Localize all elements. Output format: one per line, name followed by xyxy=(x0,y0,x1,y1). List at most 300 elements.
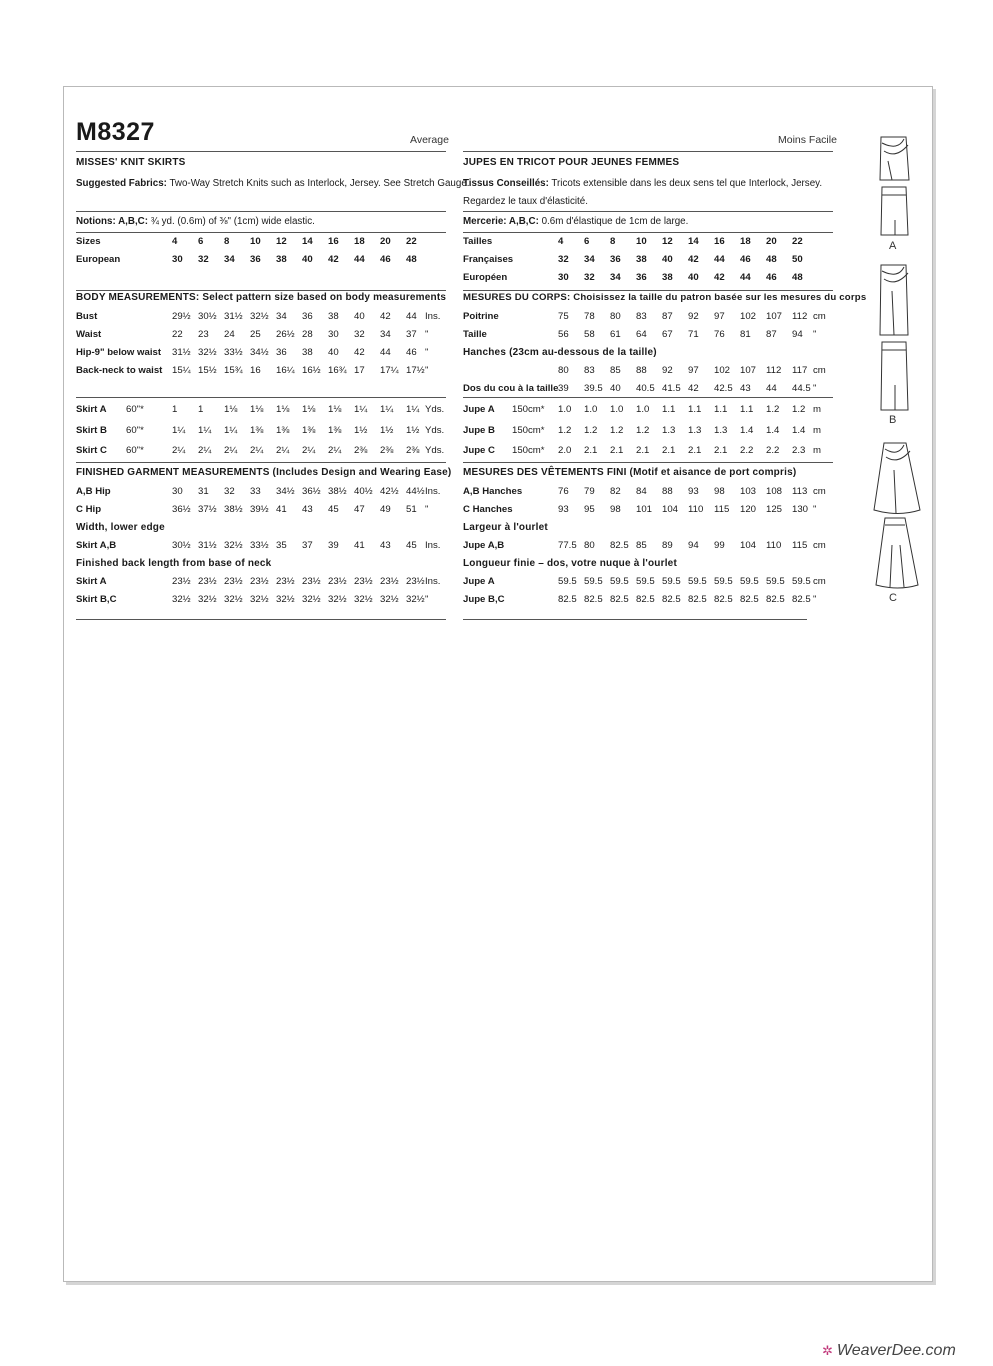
cell-value: 38 xyxy=(662,272,673,283)
cell-value: 59.5 xyxy=(714,576,733,587)
unit: cm xyxy=(813,576,826,587)
cell-value: 2.2 xyxy=(740,445,754,456)
cell-value: 40 xyxy=(302,254,313,265)
cell-value: 17 xyxy=(354,365,365,376)
cell-value: 41.5 xyxy=(662,383,681,394)
cell-value: 32½ xyxy=(302,594,321,605)
row-label: Tailles xyxy=(463,236,493,247)
cell-value: 40 xyxy=(328,347,339,358)
unit: " xyxy=(425,504,429,515)
cell-value: 1.4 xyxy=(766,424,780,436)
watermark-logo: ✲ WeaverDee.com xyxy=(822,1342,956,1359)
cell-value: 25 xyxy=(250,329,261,340)
row-label: Françaises xyxy=(463,254,514,265)
row-label: Jupe B,C xyxy=(463,594,505,605)
cell-value: 2.3 xyxy=(792,445,806,456)
unit: Ins. xyxy=(425,486,441,497)
row-label: Skirt B,C xyxy=(76,594,117,605)
row-label: Taille xyxy=(463,329,487,340)
unit: " xyxy=(813,594,817,605)
cell-value: 45 xyxy=(328,504,339,515)
row-label: Bust xyxy=(76,311,98,322)
row-label: Skirt B xyxy=(76,424,107,436)
row-label: Back-neck to waist xyxy=(76,365,163,376)
cell-value: 33½ xyxy=(224,347,243,358)
cell-value: 1.2 xyxy=(558,424,572,436)
cell-value: 92 xyxy=(688,311,699,322)
cell-value: 34½ xyxy=(250,347,269,358)
fr-fabrics: Tissus Conseillés: Tricots extensible dans les deux sens tel que Interlock, Jersey. xyxy=(463,178,823,189)
cell-value: 115 xyxy=(714,504,730,515)
cell-value: 46 xyxy=(406,347,417,358)
cell-value: 23½ xyxy=(354,576,373,587)
cell-value: 93 xyxy=(558,504,569,515)
fr-hip-label: Hanches (23cm au-dessous de la taille) xyxy=(463,347,657,358)
cell-value: 89 xyxy=(662,540,673,551)
cell-value: 104 xyxy=(740,540,757,551)
unit: " xyxy=(425,365,429,376)
cell-value: 4 xyxy=(172,236,178,247)
fabric-width: 60"* xyxy=(126,424,144,436)
cell-value: 17¼ xyxy=(380,365,399,376)
view-label-c: C xyxy=(889,592,897,604)
cell-value: 59.5 xyxy=(740,576,759,587)
cell-value: 108 xyxy=(766,486,783,497)
cell-value: 4 xyxy=(558,236,564,247)
cell-value: 44½ xyxy=(406,486,425,497)
cell-value: 98 xyxy=(714,486,725,497)
cell-value: 87 xyxy=(662,311,673,322)
difficulty-fr: Moins Facile xyxy=(778,134,837,146)
cell-value: 110 xyxy=(766,540,782,551)
cell-value: 82.5 xyxy=(662,594,681,605)
unit: m xyxy=(813,404,821,415)
fr-finished-row xyxy=(0,504,993,518)
cell-value: 93 xyxy=(688,486,699,497)
cell-value: 36½ xyxy=(172,504,191,515)
cell-value: 39½ xyxy=(250,504,269,515)
cell-value: 107 xyxy=(740,365,757,376)
cell-value: 23½ xyxy=(406,576,425,587)
cell-value: 38½ xyxy=(224,504,243,515)
unit: " xyxy=(813,383,817,394)
cell-value: 18 xyxy=(354,236,365,247)
cell-value: 102 xyxy=(740,311,757,322)
cell-value: 30½ xyxy=(172,540,191,551)
cell-value: 8 xyxy=(224,236,230,247)
fr-body-row xyxy=(0,329,993,343)
cell-value: 1¼ xyxy=(380,404,394,415)
fabric-width: 150cm* xyxy=(512,424,545,436)
cell-value: 103 xyxy=(740,486,757,497)
cell-value: 8 xyxy=(610,236,616,247)
cell-value: 1.1 xyxy=(740,404,754,415)
row-label: Poitrine xyxy=(463,311,499,322)
cell-value: 32½ xyxy=(380,594,399,605)
fr-yardage-row xyxy=(0,425,993,439)
cell-value: 82.5 xyxy=(688,594,707,605)
view-c-back-sketch xyxy=(876,518,918,588)
cell-value: 97 xyxy=(688,365,699,376)
row-label: Jupe C xyxy=(463,445,495,456)
cell-value: 2¼ xyxy=(198,445,212,456)
cell-value: 37½ xyxy=(198,504,217,515)
unit: " xyxy=(813,504,817,515)
cell-value: 95 xyxy=(584,504,595,515)
cell-value: 59.5 xyxy=(766,576,785,587)
cell-value: 32½ xyxy=(198,347,217,358)
cell-value: 38½ xyxy=(328,486,347,497)
cell-value: 82 xyxy=(610,486,621,497)
cell-value: 1.0 xyxy=(584,404,598,415)
en-notions: Notions: A,B,C: ¾ yd. (0.6m) of ⅜" (1cm) wide elastic. xyxy=(76,216,315,227)
fr-yardage-row xyxy=(0,404,993,418)
cell-value: 36 xyxy=(610,254,621,265)
cell-value: 2.1 xyxy=(584,445,598,456)
cell-value: 1⅛ xyxy=(276,404,290,415)
cell-value: 1½ xyxy=(380,424,394,436)
cell-value: 112 xyxy=(766,365,782,376)
cell-value: 32½ xyxy=(250,311,269,322)
cell-value: 94 xyxy=(688,540,699,551)
cell-value: 22 xyxy=(172,329,183,340)
cell-value: 1.2 xyxy=(584,424,598,436)
cell-value: 16 xyxy=(250,365,261,376)
cell-value: 16 xyxy=(328,236,339,247)
cell-value: 44.5 xyxy=(792,383,811,394)
cell-value: 1.0 xyxy=(610,404,624,415)
row-label: Waist xyxy=(76,329,102,340)
cell-value: 48 xyxy=(406,254,417,265)
cell-value: 15¼ xyxy=(172,365,191,376)
cell-value: 32 xyxy=(198,254,209,265)
fabric-width: 150cm* xyxy=(512,404,545,415)
fr-notions: Mercerie: A,B,C: 0.6m d'élastique de 1cm de large. xyxy=(463,216,689,227)
cell-value: 104 xyxy=(662,504,679,515)
cell-value: 1⅜ xyxy=(250,424,264,436)
cell-value: 59.5 xyxy=(792,576,811,587)
cell-value: 1.2 xyxy=(636,424,650,436)
cell-value: 113 xyxy=(792,486,808,497)
fabric-width: 60"* xyxy=(126,404,144,415)
cell-value: 15¾ xyxy=(224,365,243,376)
cell-value: 98 xyxy=(610,504,621,515)
cell-value: 34 xyxy=(610,272,621,283)
cell-value: 43 xyxy=(740,383,751,394)
cell-value: 59.5 xyxy=(584,576,603,587)
cell-value: 1⅛ xyxy=(224,404,238,415)
fr-sizes-row xyxy=(0,236,993,250)
cell-value: 75 xyxy=(558,311,569,322)
cell-value: 101 xyxy=(636,504,653,515)
fr-length-row xyxy=(0,594,993,608)
cell-value: 20 xyxy=(380,236,391,247)
cell-value: 32 xyxy=(354,329,365,340)
cell-value: 48 xyxy=(766,254,777,265)
cell-value: 40.5 xyxy=(636,383,655,394)
cell-value: 56 xyxy=(558,329,569,340)
fr-heading: JUPES EN TRICOT POUR JEUNES FEMMES xyxy=(463,157,680,168)
cell-value: 32½ xyxy=(224,594,243,605)
cell-value: 82.5 xyxy=(740,594,759,605)
cell-value: 112 xyxy=(792,311,808,322)
cell-value: 2¼ xyxy=(250,445,264,456)
cell-value: 32½ xyxy=(354,594,373,605)
cell-value: 1.4 xyxy=(792,424,806,436)
cell-value: 45 xyxy=(406,540,417,551)
cell-value: 1.1 xyxy=(688,404,702,415)
row-label: Dos du cou à la taille xyxy=(463,383,559,394)
cell-value: 94 xyxy=(792,329,803,340)
cell-value: 32 xyxy=(558,254,569,265)
cell-value: 46 xyxy=(740,254,751,265)
cell-value: 39 xyxy=(328,540,339,551)
cell-value: 2.1 xyxy=(662,445,676,456)
cell-value: 59.5 xyxy=(558,576,577,587)
cell-value: 42 xyxy=(714,272,725,283)
cell-value: 102 xyxy=(714,365,731,376)
cell-value: 28 xyxy=(302,329,313,340)
cell-value: 1.3 xyxy=(688,424,702,436)
cell-value: 83 xyxy=(636,311,647,322)
cell-value: 32½ xyxy=(276,594,295,605)
row-label: Skirt A xyxy=(76,404,107,415)
cell-value: 14 xyxy=(302,236,313,247)
cell-value: 37 xyxy=(406,329,417,340)
cell-value: 80 xyxy=(584,540,595,551)
cell-value: 1.2 xyxy=(792,404,806,415)
cell-value: 88 xyxy=(636,365,647,376)
en-width-label: Width, lower edge xyxy=(76,522,165,533)
cell-value: 1 xyxy=(198,404,204,415)
cell-value: 32 xyxy=(584,272,595,283)
row-label: Européen xyxy=(463,272,508,283)
cell-value: 40 xyxy=(354,311,365,322)
cell-value: 120 xyxy=(740,504,757,515)
cell-value: 2⅜ xyxy=(380,445,394,456)
cell-value: 23½ xyxy=(250,576,269,587)
cell-value: 42 xyxy=(328,254,339,265)
view-c-front-sketch xyxy=(874,443,920,514)
cell-value: 44 xyxy=(380,347,391,358)
cell-value: 42 xyxy=(380,311,391,322)
unit: Yds. xyxy=(425,424,445,436)
cell-value: 31½ xyxy=(198,540,217,551)
cell-value: 83 xyxy=(584,365,595,376)
cell-value: 12 xyxy=(662,236,673,247)
cell-value: 107 xyxy=(766,311,783,322)
cell-value: 51 xyxy=(406,504,417,515)
row-label: A,B Hanches xyxy=(463,486,523,497)
cell-value: 30 xyxy=(558,272,569,283)
cell-value: 36 xyxy=(636,272,647,283)
cell-value: 23½ xyxy=(328,576,347,587)
cell-value: 16¾ xyxy=(328,365,347,376)
cell-value: 125 xyxy=(766,504,783,515)
cell-value: 16½ xyxy=(302,365,321,376)
cell-value: 1⅛ xyxy=(302,404,316,415)
fr-width-label: Largeur à l'ourlet xyxy=(463,522,548,533)
unit: Ins. xyxy=(425,540,441,551)
cell-value: 34 xyxy=(276,311,287,322)
cell-value: 6 xyxy=(584,236,590,247)
row-label: C Hip xyxy=(76,504,102,515)
cell-value: 64 xyxy=(636,329,647,340)
cell-value: 78 xyxy=(584,311,595,322)
cell-value: 31 xyxy=(198,486,209,497)
cell-value: 82.5 xyxy=(714,594,733,605)
cell-value: 23½ xyxy=(224,576,243,587)
unit: cm xyxy=(813,540,826,551)
cell-value: 80 xyxy=(610,311,621,322)
unit: m xyxy=(813,424,821,436)
cell-value: 85 xyxy=(610,365,621,376)
cell-value: 1.1 xyxy=(714,404,728,415)
cell-value: 34 xyxy=(224,254,235,265)
cell-value: 71 xyxy=(688,329,699,340)
fr-finished-heading: MESURES DES VÊTEMENTS FINI (Motif et aisance de port compris) xyxy=(463,467,797,478)
unit: Ins. xyxy=(425,311,441,322)
row-label: C Hanches xyxy=(463,504,513,515)
fr-width-row xyxy=(0,540,993,554)
cell-value: 40 xyxy=(688,272,699,283)
cell-value: 1.1 xyxy=(662,404,676,415)
cell-value: 1¼ xyxy=(172,424,186,436)
cell-value: 1⅜ xyxy=(302,424,316,436)
cell-value: 67 xyxy=(662,329,673,340)
en-heading: MISSES' KNIT SKIRTS xyxy=(76,157,186,168)
cell-value: 40½ xyxy=(354,486,373,497)
unit: " xyxy=(425,347,429,358)
row-label: Hip-9" below waist xyxy=(76,347,162,358)
cell-value: 82.5 xyxy=(584,594,603,605)
view-a-front-sketch xyxy=(880,137,909,180)
fabric-width: 60"* xyxy=(126,445,144,456)
cell-value: 2⅜ xyxy=(354,445,368,456)
cell-value: 1¼ xyxy=(198,424,212,436)
cell-value: 15½ xyxy=(198,365,217,376)
cell-value: 81 xyxy=(740,329,751,340)
cell-value: 30½ xyxy=(198,311,217,322)
cell-value: 34 xyxy=(584,254,595,265)
cell-value: 43 xyxy=(302,504,313,515)
unit: Yds. xyxy=(425,404,445,415)
cell-value: 1.2 xyxy=(766,404,780,415)
row-label: Jupe A xyxy=(463,404,495,415)
cell-value: 35 xyxy=(276,540,287,551)
cell-value: 22 xyxy=(792,236,803,247)
unit: " xyxy=(813,329,817,340)
cell-value: 34½ xyxy=(276,486,295,497)
cell-value: 1⅜ xyxy=(276,424,290,436)
cell-value: 87 xyxy=(766,329,777,340)
unit: cm xyxy=(813,311,826,322)
cell-value: 31½ xyxy=(224,311,243,322)
cell-value: 2.1 xyxy=(714,445,728,456)
fr-francaises-row xyxy=(0,254,993,268)
cell-value: 36 xyxy=(302,311,313,322)
fr-hip-row xyxy=(0,365,993,379)
cell-value: 32½ xyxy=(224,540,243,551)
cell-value: 1.0 xyxy=(636,404,650,415)
cell-value: 1⅛ xyxy=(328,404,342,415)
cell-value: 10 xyxy=(250,236,261,247)
cell-value: 6 xyxy=(198,236,204,247)
cell-value: 20 xyxy=(766,236,777,247)
cell-value: 76 xyxy=(558,486,569,497)
cell-value: 2⅜ xyxy=(406,445,420,456)
en-body-row xyxy=(0,347,993,361)
view-sketches xyxy=(868,125,924,615)
en-length-label: Finished back length from base of neck xyxy=(76,558,272,569)
cell-value: 40 xyxy=(662,254,673,265)
cell-value: 39.5 xyxy=(584,383,603,394)
row-label: European xyxy=(76,254,121,265)
cell-value: 36½ xyxy=(302,486,321,497)
cell-value: 49 xyxy=(380,504,391,515)
cell-value: 2¼ xyxy=(224,445,238,456)
cell-value: 22 xyxy=(406,236,417,247)
cell-value: 1½ xyxy=(406,424,420,436)
cell-value: 1.4 xyxy=(740,424,754,436)
cell-value: 117 xyxy=(792,365,808,376)
cell-value: 23 xyxy=(198,329,209,340)
cell-value: 130 xyxy=(792,504,809,515)
cell-value: 1¼ xyxy=(354,404,368,415)
fr-neck-row xyxy=(0,383,993,397)
cell-value: 24 xyxy=(224,329,235,340)
unit: cm xyxy=(813,365,826,376)
cell-value: 84 xyxy=(636,486,647,497)
cell-value: 2¼ xyxy=(302,445,316,456)
cell-value: 82.5 xyxy=(766,594,785,605)
cell-value: 32½ xyxy=(250,594,269,605)
cell-value: 46 xyxy=(380,254,391,265)
row-label: Jupe A xyxy=(463,576,495,587)
cell-value: 23½ xyxy=(276,576,295,587)
cell-value: 44 xyxy=(406,311,417,322)
view-label-b: B xyxy=(889,414,897,426)
cell-value: 14 xyxy=(688,236,699,247)
difficulty-en: Average xyxy=(410,134,449,146)
cell-value: 33 xyxy=(250,486,261,497)
cell-value: 1.3 xyxy=(662,424,676,436)
cell-value: 59.5 xyxy=(610,576,629,587)
fr-europeen-row xyxy=(0,272,993,286)
cell-value: 23½ xyxy=(302,576,321,587)
cell-value: 2.0 xyxy=(558,445,572,456)
cell-value: 1½ xyxy=(354,424,368,436)
cell-value: 82.5 xyxy=(610,594,629,605)
cell-value: 32½ xyxy=(406,594,425,605)
row-label: Skirt A,B xyxy=(76,540,117,551)
row-label: Skirt C xyxy=(76,445,107,456)
cell-value: 31½ xyxy=(172,347,191,358)
en-body-heading: BODY MEASUREMENTS: Select pattern size based on body measurements xyxy=(76,292,447,303)
row-label: Sizes xyxy=(76,236,101,247)
unit: " xyxy=(425,329,429,340)
weaverdee-logo-icon: ✲ xyxy=(822,1343,833,1358)
cell-value: 10 xyxy=(636,236,647,247)
fr-length-label: Longueur finie – dos, votre nuque à l'ourlet xyxy=(463,558,677,569)
cell-value: 1.3 xyxy=(714,424,728,436)
cell-value: 38 xyxy=(328,311,339,322)
cell-value: 58 xyxy=(584,329,595,340)
cell-value: 2.1 xyxy=(636,445,650,456)
cell-value: 1 xyxy=(172,404,178,415)
cell-value: 32½ xyxy=(198,594,217,605)
pattern-number: M8327 xyxy=(76,118,155,146)
